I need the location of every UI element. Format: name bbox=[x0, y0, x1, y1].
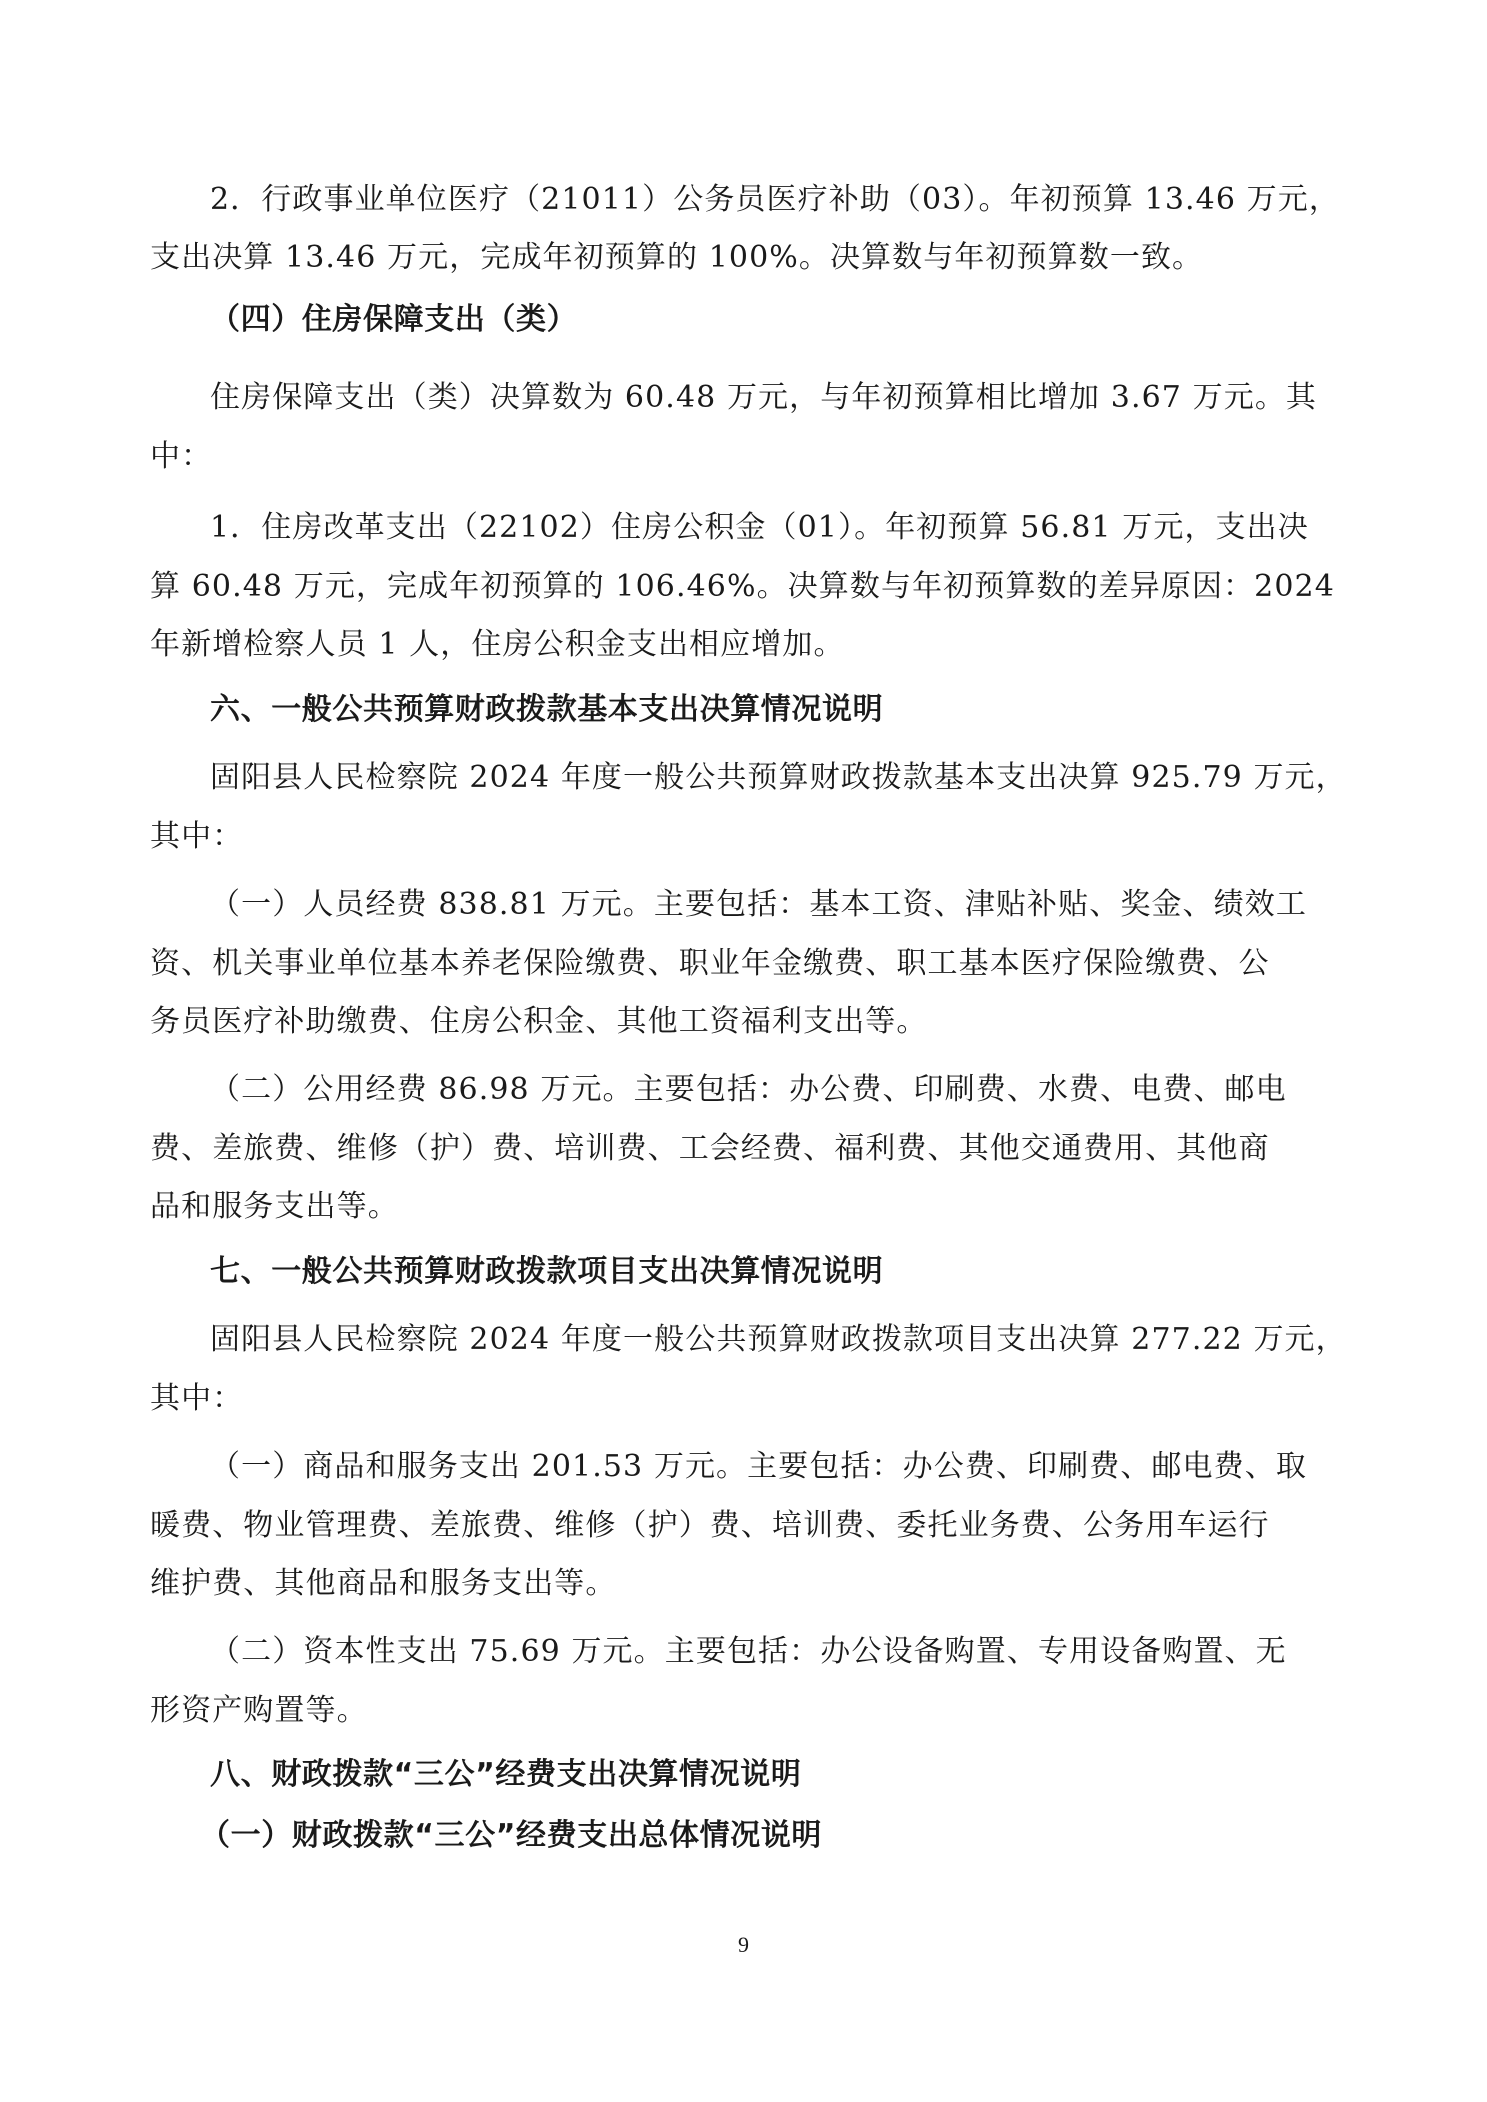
paragraph-line: （一）商品和服务支出 201.53 万元。主要包括：办公费、印刷费、邮电费、取 bbox=[210, 1449, 1307, 1484]
section-heading: 六、一般公共预算财政拨款基本支出决算情况说明 bbox=[210, 692, 884, 727]
paragraph-line: 费、差旅费、维修（护）费、培训费、工会经费、福利费、其他交通费用、其他商 bbox=[150, 1131, 1270, 1166]
paragraph-line: 中： bbox=[150, 439, 213, 474]
paragraph-line: （一）人员经费 838.81 万元。主要包括：基本工资、津贴补贴、奖金、绩效工 bbox=[210, 887, 1307, 922]
paragraph-line: 住房保障支出（类）决算数为 60.48 万元，与年初预算相比增加 3.67 万元。其 bbox=[210, 380, 1318, 415]
paragraph-line: 务员医疗补助缴费、住房公积金、其他工资福利支出等。 bbox=[150, 1004, 928, 1039]
section-subheading: （一）财政拨款“三公”经费支出总体情况说明 bbox=[200, 1818, 823, 1853]
paragraph-line: 1．住房改革支出（22102）住房公积金（01）。年初预算 56.81 万元，支出决 bbox=[210, 510, 1309, 545]
paragraph-line: 资、机关事业单位基本养老保险缴费、职业年金缴费、职工基本医疗保险缴费、公 bbox=[150, 946, 1270, 981]
paragraph-line: 维护费、其他商品和服务支出等。 bbox=[150, 1566, 617, 1601]
paragraph-line: 年新增检察人员 1 人，住房公积金支出相应增加。 bbox=[150, 627, 845, 662]
paragraph-line: 支出决算 13.46 万元，完成年初预算的 100%。决算数与年初预算数一致。 bbox=[150, 240, 1204, 275]
section-heading: 七、一般公共预算财政拨款项目支出决算情况说明 bbox=[210, 1254, 884, 1289]
paragraph-line: 形资产购置等。 bbox=[150, 1693, 368, 1728]
section-heading: 八、财政拨款“三公”经费支出决算情况说明 bbox=[210, 1757, 802, 1792]
paragraph-line: （二）资本性支出 75.69 万元。主要包括：办公设备购置、专用设备购置、无 bbox=[210, 1634, 1287, 1669]
page-number: 9 bbox=[738, 1932, 749, 1957]
paragraph-line: 固阳县人民检察院 2024 年度一般公共预算财政拨款基本支出决算 925.79 万元， bbox=[210, 760, 1347, 795]
paragraph-line: 其中： bbox=[150, 819, 244, 854]
section-subheading: （四）住房保障支出（类） bbox=[210, 302, 578, 337]
paragraph-line: 2．行政事业单位医疗（21011）公务员医疗补助（03）。年初预算 13.46 万元， bbox=[210, 182, 1340, 217]
paragraph-line: 其中： bbox=[150, 1381, 244, 1416]
paragraph-line: 算 60.48 万元，完成年初预算的 106.46%。决算数与年初预算数的差异原因：2024 bbox=[150, 569, 1335, 604]
paragraph-line: 品和服务支出等。 bbox=[150, 1189, 399, 1224]
paragraph-line: 固阳县人民检察院 2024 年度一般公共预算财政拨款项目支出决算 277.22 万元， bbox=[210, 1322, 1347, 1357]
paragraph-line: 暖费、物业管理费、差旅费、维修（护）费、培训费、委托业务费、公务用车运行 bbox=[150, 1508, 1270, 1543]
paragraph-line: （二）公用经费 86.98 万元。主要包括：办公费、印刷费、水费、电费、邮电 bbox=[210, 1072, 1287, 1107]
